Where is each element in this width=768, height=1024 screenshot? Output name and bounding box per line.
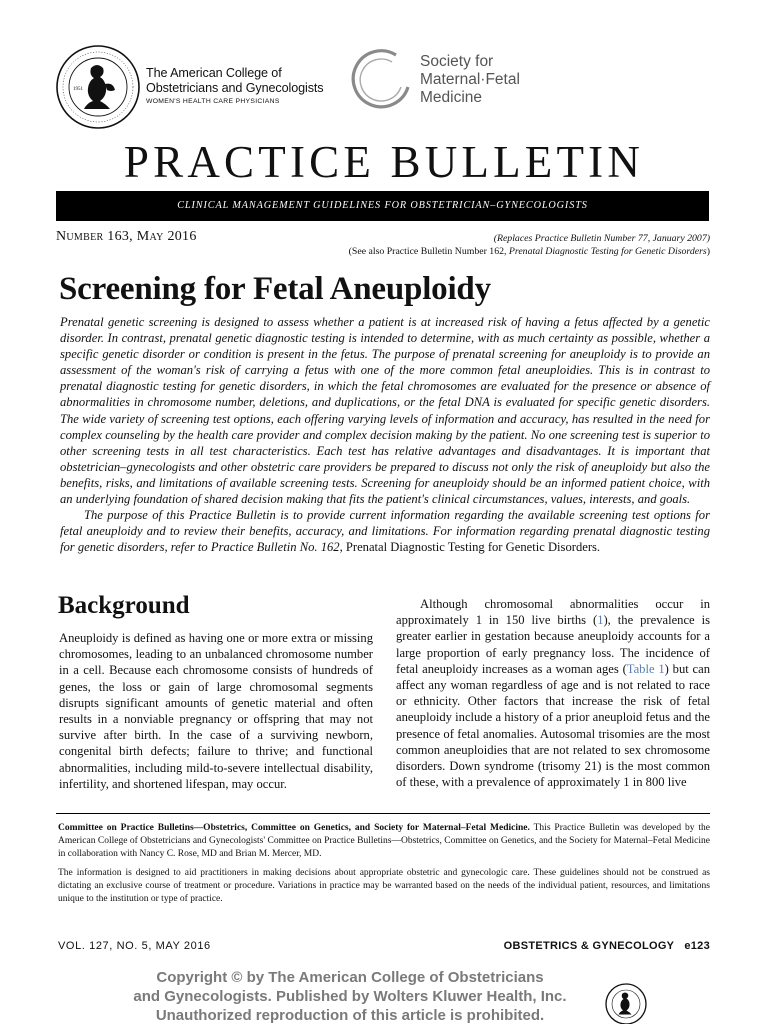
copyright-line1: Copyright © by The American College of Obstetricians [156, 969, 544, 986]
disclaimer-note: The information is designed to aid practitioners in making decisions about appropriate obstetric and gynecologic care. These guidelines should not be construed as dictating an exclusive course of treatment or procedure. Variations in practice may be warranted based on the needs of the individual patient, resources, and limitations unique to the institution or type of practice. [58, 868, 710, 905]
background-heading: Background [58, 592, 190, 619]
practice-bulletin-title: PRACTICE BULLETIN [123, 137, 645, 187]
smfm-line1: Society for [420, 53, 494, 70]
acog-small-seal-icon [604, 982, 648, 1024]
copyright-notice [0, 968, 700, 1024]
smfm-line2: Maternal·Fetal [420, 71, 520, 88]
journal-name: OBSTETRICS & GYNECOLOGY [503, 940, 675, 952]
footer-volume: VOL. 127, NO. 5, MAY 2016 [58, 940, 211, 952]
footer-journal [504, 940, 710, 952]
see-also-title: Prenatal Diagnostic Testing for Genetic Disorders [508, 246, 707, 257]
acog-name-line2: Obstetricians and Gynecologists [146, 81, 324, 95]
committee-note [58, 822, 710, 861]
abstract-paragraph-1: Prenatal genetic screening is designed to assess whether a patient is at increased risk of having a fetus affected by a genetic disorder. In contrast, prenatal genetic diagnostic testing is intended to determine, with as much certainty as possible, whether a specific genetic disorder or condition is present in the fetus. The purpose of prenatal screening for aneuploidy is to provide an assessment of the woman's risk of carrying a fetus with one of the more common fetal aneuploidies. This is in contrast to prenatal diagnostic testing for genetic disorders, in which the fetal chromosomes are evaluated for the presence or absence of abnormalities in chromosome number, deletions, and duplications, or the fetal DNA is evaluated for specific genetic disorders. The wide variety of screening test options, each offering varying levels of information and accuracy, has resulted in the need for complex counseling by the health care provider and complex decision making by the patient. No one screening test is superior to other screening tests in all test characteristics. Each test has relative advantages and disadvantages. It is important that obstetrician–gynecologists and other obstetric care providers be prepared to discuss not only the risk of aneuploidy but also the benefits, risks, and limitations of available screening tests. Screening for aneuploidy should be an informed patient choice, with an underlying foundation of shared decision making that fits the patient's clinical circumstances, values, interests, and goals. [60, 315, 710, 507]
background-right-column [396, 596, 710, 790]
smfm-line3: Medicine [420, 89, 483, 106]
smfm-ring-logo [350, 47, 416, 113]
acog-tagline: WOMEN'S HEALTH CARE PHYSICIANS [146, 98, 280, 105]
reference-link-1[interactable]: 1 [597, 613, 604, 628]
acog-wordmark [146, 66, 324, 105]
page-number: e123 [684, 940, 710, 952]
abstract-p2-reference: Prenatal Diagnostic Testing for Genetic Disorders. [342, 540, 601, 555]
article-title: Screening for Fetal Aneuploidy [59, 271, 491, 307]
abstract-paragraph-2 [60, 507, 710, 555]
see-also-suffix: ) [706, 246, 710, 257]
smfm-wordmark [420, 53, 520, 107]
footnote-divider [56, 813, 710, 814]
abstract [60, 314, 710, 555]
copyright-line3: Unauthorized reproduction of this article is prohibited. [155, 1007, 545, 1024]
abstract-p2-text: The purpose of this Practice Bulletin is to provide current information regarding the available screening test options for fetal aneuploidy and to review their benefits, accuracy, and limitations. For information regarding prenatal diagnostic testing for genetic disorders, refer to Practice Bulletin No. 162, [60, 508, 710, 555]
right-col-text-a: Although chromosomal abnormalities occur in approximately 1 in 150 live births ( [396, 597, 710, 628]
seal-year-text: 1951 [73, 87, 83, 92]
background-left-column: Aneuploidy is defined as having one or more extra or missing chromosomes, leading to an unbalanced chromosome number in a cell. Because each chromosome consists of hundreds of genes, the loss or gain of large chromosomal segments disrupts significant amounts of genetic material and often results in a nonviable pregnancy or offspring that may not survive after birth. In the case of a surviving newborn, congenital birth defects; failure to thrive; and functional abnormalities, including mild-to-severe intellectual disability, infertility, and shortened lifespan, may occur. [59, 631, 373, 791]
right-col-text-b: ), the prevalence is greater earlier in gestation because aneuploidy accounts for a large proportion of early pregnancy loss. The incidence of fetal aneuploidy increases as a woman ages ( [396, 613, 710, 676]
bulletin-number: Number 163, May 2016 [56, 229, 197, 244]
see-also-prefix: (See also Practice Bulletin Number 162, [348, 246, 509, 257]
acog-seal-logo [55, 44, 141, 130]
guidelines-banner: CLINICAL MANAGEMENT GUIDELINES FOR OBSTETRICIAN–GYNECOLOGISTS [56, 191, 709, 221]
copyright-line2: and Gynecologists. Published by Wolters Kluwer Health, Inc. [133, 988, 567, 1005]
acog-name-line1: The American College of [146, 66, 282, 80]
table-1-link[interactable]: Table 1 [626, 661, 665, 676]
right-col-text-c: ) but can affect any woman regardless of age and is not related to race or ethnicity. Other factors that increase the risk of fetal aneuploidy include a history of a prior aneuploid fetus and the presence of fetal anomalies. Autosomal trisomies are the most common aneuploidies that are not related to sex chromosome disorders. Down syndrome (trisomy 21) is the most common of these, with a prevalence of approximately 1 in 800 live [396, 661, 711, 790]
committee-name: Committee on Practice Bulletins—Obstetrics, Committee on Genetics, and Society for Maternal–Fetal Medicine. [58, 823, 530, 833]
see-also-note [349, 246, 710, 257]
replaces-note: (Replaces Practice Bulletin Number 77, January 2007) [493, 233, 710, 244]
committee-rest: This Practice Bulletin was developed by the American College of Obstetricians and Gynecologists' Committee on Practice Bulletins—Obstetrics, Committee on Genetics, and the Society for Maternal–Fetal Medicine in collaboration with Nancy C. Rose, MD and Brian M. Mercer, MD. [58, 823, 711, 860]
